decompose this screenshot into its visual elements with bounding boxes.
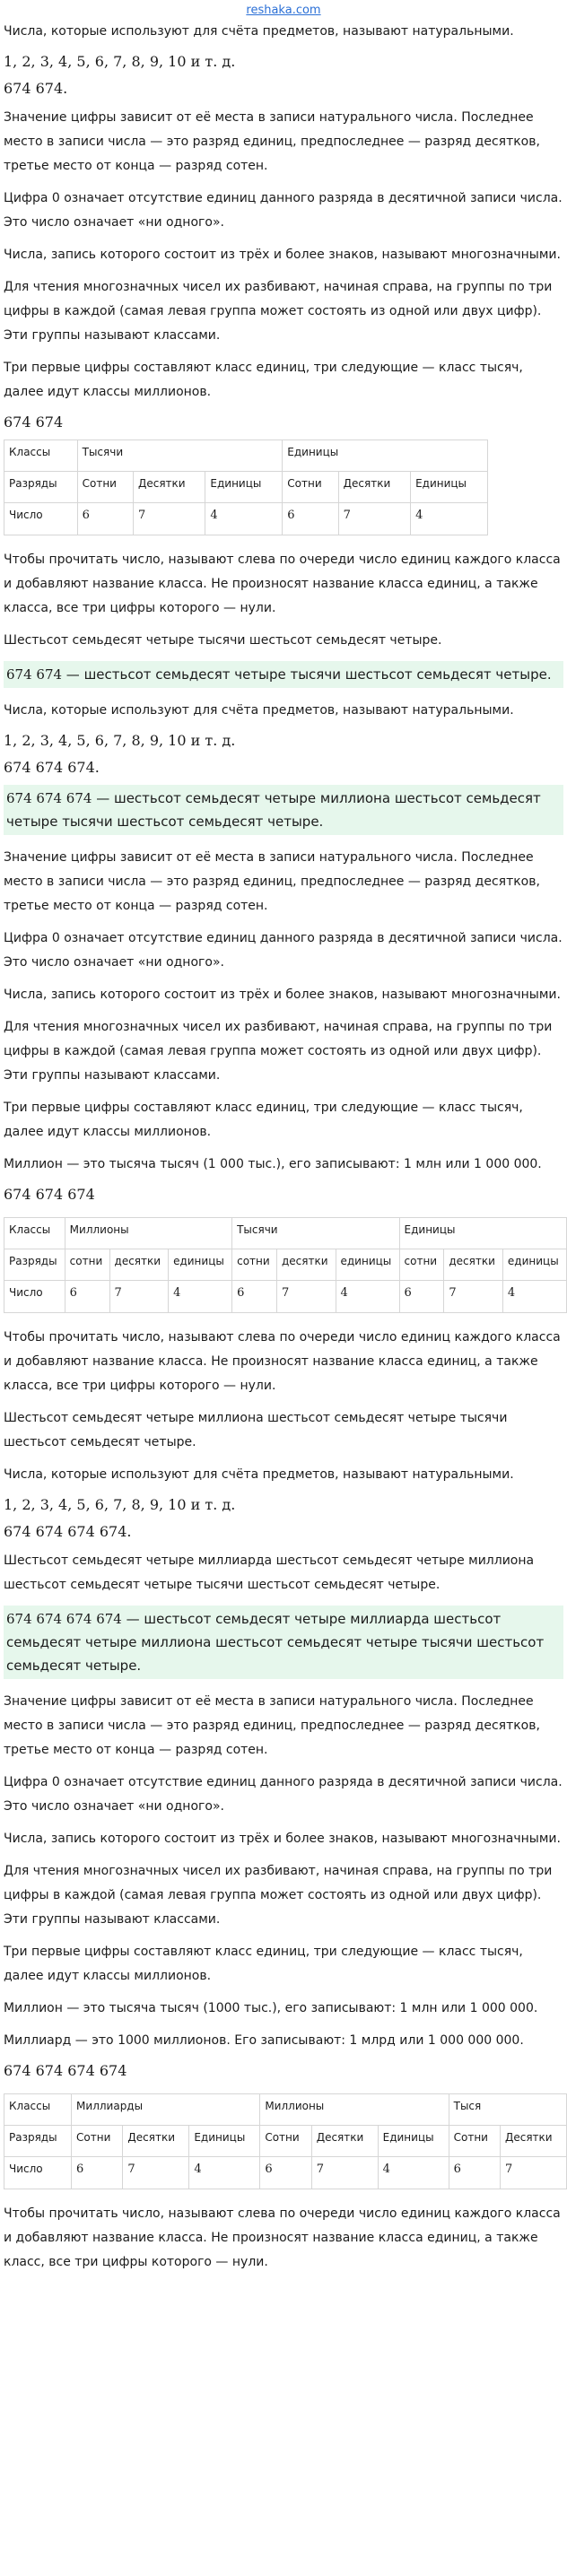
- table-cell: единицы: [169, 1249, 232, 1281]
- table-cell: Число: [4, 503, 78, 535]
- table-cell: Сотни: [77, 472, 133, 503]
- table-row: [4, 503, 488, 535]
- paragraph: Числа, запись которого состоит из трёх и более знаков, называют многозначными.: [4, 988, 561, 1002]
- paragraph: Для чтения многозначных чисел их разбивают, начиная справа, на группы по три цифры в каждой (самая левая группа может состоять из одной или двух цифр). Эти группы называют классами.: [4, 280, 553, 343]
- paragraph: Миллиард — это 1000 миллионов. Его записывают: 1 млрд или 1 000 000 000.: [4, 2033, 524, 2048]
- table-cell: Сотни: [283, 472, 338, 503]
- table-cell: Тыся: [449, 2094, 566, 2126]
- table-cell: Сотни: [449, 2126, 500, 2157]
- paragraph: Значение цифры зависит от её места в записи натурального числа. Последнее место в записи числа — это разряд единиц, предпоследнее — разряд десятков, третье место от конца — разряд сотен.: [4, 110, 540, 173]
- table-row: [4, 2094, 567, 2126]
- number-example: 674 674 674: [4, 1186, 95, 1203]
- table-cell: сотни: [65, 1249, 109, 1281]
- table-cell: единицы: [336, 1249, 399, 1281]
- highlight-text: — шестьсот семьдесят четыре тысячи шестьсот семьдесят четыре.: [62, 666, 552, 683]
- table-cell: 6: [77, 503, 133, 535]
- table-cell: Сотни: [260, 2126, 311, 2157]
- table-row: [4, 2157, 567, 2189]
- table-cell: 6: [65, 1281, 109, 1313]
- paragraph: Чтобы прочитать число, называют слева по очереди число единиц каждого класса и добавляют название класса. Не произносят название класса единиц, а также класса, все три цифры которого — нули.: [4, 1330, 561, 1393]
- paragraph: Чтобы прочитать число, называют слева по очереди число единиц каждого класса и добавляют название класса. Не произносят название класса единиц, а также класс, все три цифры которого — нули.: [4, 2206, 561, 2269]
- table-row: [4, 472, 488, 503]
- paragraph: Значение цифры зависит от её места в записи натурального числа. Последнее место в записи числа — это разряд единиц, предпоследнее — разряд десятков, третье место от конца — разряд сотен.: [4, 1694, 540, 1757]
- table-cell: Единицы: [399, 1218, 566, 1249]
- table-cell: Единицы: [378, 2126, 449, 2157]
- table-cell: 6: [72, 2157, 123, 2189]
- table-cell: Десятки: [500, 2126, 566, 2157]
- table-cell: 6: [449, 2157, 500, 2189]
- table-cell: 6: [260, 2157, 311, 2189]
- paragraph: Миллион — это тысяча тысяч (1000 тыс.), его записывают: 1 млн или 1 000 000.: [4, 2001, 538, 2015]
- table-cell: Единицы: [189, 2126, 260, 2157]
- table-cell: 4: [411, 503, 488, 535]
- paragraph: Для чтения многозначных чисел их разбивают, начиная справа, на группы по три цифры в каждой (самая левая группа может состоять из одной или двух цифр). Эти группы называют классами.: [4, 1864, 553, 1927]
- table-cell: 7: [311, 2157, 378, 2189]
- table-cell: 4: [169, 1281, 232, 1313]
- table-cell: 4: [189, 2157, 260, 2189]
- table-cell: сотни: [232, 1249, 277, 1281]
- table-cell: Десятки: [311, 2126, 378, 2157]
- paragraph: Числа, которые используют для счёта предметов, называют натуральными.: [4, 24, 514, 39]
- table-row: [4, 1218, 567, 1249]
- paragraph: Три первые цифры составляют класс единиц, три следующие — класс тысяч, далее идут классы миллионов.: [4, 1101, 523, 1139]
- table-cell: десятки: [109, 1249, 169, 1281]
- paragraph: Цифра 0 означает отсутствие единиц данного разряда в десятичной записи числа. Это число означает «ни одного».: [4, 1775, 563, 1814]
- paragraph: Шестьсот семьдесят четыре миллиона шестьсот семьдесят четыре тысячи шестьсот семьдесят четыре.: [4, 1411, 508, 1449]
- table-cell: десятки: [276, 1249, 336, 1281]
- highlight-text: — шестьсот семьдесят четыре миллиона шестьсот семьдесят четыре тысячи шестьсот семьдесят четыре.: [6, 790, 541, 830]
- paragraph: Числа, которые используют для счёта предметов, называют натуральными.: [4, 1467, 514, 1482]
- number-sequence: 1, 2, 3, 4, 5, 6, 7, 8, 9, 10 и т. д.: [4, 732, 236, 749]
- table-cell: Классы: [4, 1218, 65, 1249]
- paragraph: Шестьсот семьдесят четыре тысячи шестьсот семьдесят четыре.: [4, 633, 442, 648]
- table-cell: 7: [338, 503, 410, 535]
- highlight-number: 674 674 674: [6, 790, 92, 806]
- classes-table-billions: [4, 2093, 567, 2189]
- table-cell: 7: [444, 1281, 503, 1313]
- table-cell: Тысячи: [232, 1218, 399, 1249]
- table-cell: Классы: [4, 440, 78, 472]
- table-row: [4, 1281, 567, 1313]
- table-cell: 4: [502, 1281, 566, 1313]
- table-cell: Миллиарды: [72, 2094, 260, 2126]
- table-cell: 6: [283, 503, 338, 535]
- table-cell: 7: [109, 1281, 169, 1313]
- paragraph: Шестьсот семьдесят четыре миллиарда шестьсот семьдесят четыре миллиона шестьсот семьдесят четыре тысячи шестьсот семьдесят четыре.: [4, 1553, 535, 1592]
- table-cell: 4: [378, 2157, 449, 2189]
- number-sequence: 1, 2, 3, 4, 5, 6, 7, 8, 9, 10 и т. д.: [4, 1496, 236, 1513]
- number-example: 674 674 674.: [4, 759, 100, 776]
- table-cell: Сотни: [72, 2126, 123, 2157]
- table-cell: Десятки: [338, 472, 410, 503]
- table-cell: 7: [123, 2157, 189, 2189]
- table-cell: 6: [399, 1281, 444, 1313]
- paragraph: Три первые цифры составляют класс единиц, три следующие — класс тысяч, далее идут классы миллионов.: [4, 361, 523, 399]
- table-cell: 4: [336, 1281, 399, 1313]
- highlight-box: [4, 661, 563, 688]
- table-cell: Миллионы: [260, 2094, 449, 2126]
- table-cell: 7: [500, 2157, 566, 2189]
- paragraph: Числа, запись которого состоит из трёх и более знаков, называют многозначными.: [4, 248, 561, 262]
- table-cell: Десятки: [123, 2126, 189, 2157]
- table-row: [4, 1249, 567, 1281]
- number-example: 674 674.: [4, 80, 68, 97]
- table-cell: десятки: [444, 1249, 503, 1281]
- highlight-text: — шестьсот семьдесят четыре миллиарда шестьсот семьдесят четыре миллиона шестьсот семьдесят четыре тысячи шестьсот семьдесят четыре.: [6, 1611, 545, 1674]
- table-cell: единицы: [502, 1249, 566, 1281]
- table-cell: Тысячи: [77, 440, 283, 472]
- paragraph: Для чтения многозначных чисел их разбивают, начиная справа, на группы по три цифры в каждой (самая левая группа может состоять из одной или двух цифр). Эти группы называют классами.: [4, 1020, 553, 1083]
- table-cell: Разряды: [4, 2126, 72, 2157]
- paragraph: Чтобы прочитать число, называют слева по очереди число единиц каждого класса и добавляют название класса. Не произносят название класса единиц, а также класса, все три цифры которого — нули.: [4, 553, 561, 615]
- classes-table-thousands: [4, 439, 488, 535]
- table-cell: Разряды: [4, 1249, 65, 1281]
- table-wrapper: [4, 1212, 567, 1326]
- table-cell: Единицы: [205, 472, 283, 503]
- number-sequence: 1, 2, 3, 4, 5, 6, 7, 8, 9, 10 и т. д.: [4, 53, 236, 70]
- number-example: 674 674: [4, 413, 64, 431]
- table-cell: Единицы: [411, 472, 488, 503]
- table-wrapper: [4, 2088, 567, 2202]
- table-cell: Классы: [4, 2094, 72, 2126]
- paragraph: Числа, которые используют для счёта предметов, называют натуральными.: [4, 703, 514, 718]
- table-cell: Миллионы: [65, 1218, 231, 1249]
- table-cell: 7: [276, 1281, 336, 1313]
- highlight-box: [4, 1606, 563, 1679]
- table-cell: Число: [4, 2157, 72, 2189]
- site-header: [0, 0, 567, 20]
- table-row: [4, 2126, 567, 2157]
- table-cell: Разряды: [4, 472, 78, 503]
- table-cell: 6: [232, 1281, 277, 1313]
- table-cell: Единицы: [283, 440, 488, 472]
- classes-table-millions: [4, 1217, 567, 1313]
- table-cell: Десятки: [133, 472, 205, 503]
- highlight-number: 674 674: [6, 666, 63, 683]
- table-cell: сотни: [399, 1249, 444, 1281]
- paragraph: Три первые цифры составляют класс единиц, три следующие — класс тысяч, далее идут классы миллионов.: [4, 1945, 523, 1983]
- site-link[interactable]: reshaka.com: [246, 4, 321, 17]
- table-cell: 4: [205, 503, 283, 535]
- paragraph: Значение цифры зависит от её места в записи натурального числа. Последнее место в записи числа — это разряд единиц, предпоследнее — разряд десятков, третье место от конца — разряд сотен.: [4, 850, 540, 913]
- paragraph: Цифра 0 означает отсутствие единиц данного разряда в десятичной записи числа. Это число означает «ни одного».: [4, 191, 563, 230]
- paragraph: Числа, запись которого состоит из трёх и более знаков, называют многозначными.: [4, 1832, 561, 1846]
- number-example: 674 674 674 674: [4, 2062, 127, 2079]
- paragraph: Цифра 0 означает отсутствие единиц данного разряда в десятичной записи числа. Это число означает «ни одного».: [4, 931, 563, 970]
- table-cell: 7: [133, 503, 205, 535]
- number-example: 674 674 674 674.: [4, 1523, 132, 1540]
- article: [0, 20, 567, 2275]
- table-row: [4, 440, 488, 472]
- highlight-box: [4, 785, 563, 835]
- table-cell: Число: [4, 1281, 65, 1313]
- paragraph: Миллион — это тысяча тысяч (1 000 тыс.), его записывают: 1 млн или 1 000 000.: [4, 1157, 542, 1171]
- highlight-number: 674 674 674 674: [6, 1611, 122, 1627]
